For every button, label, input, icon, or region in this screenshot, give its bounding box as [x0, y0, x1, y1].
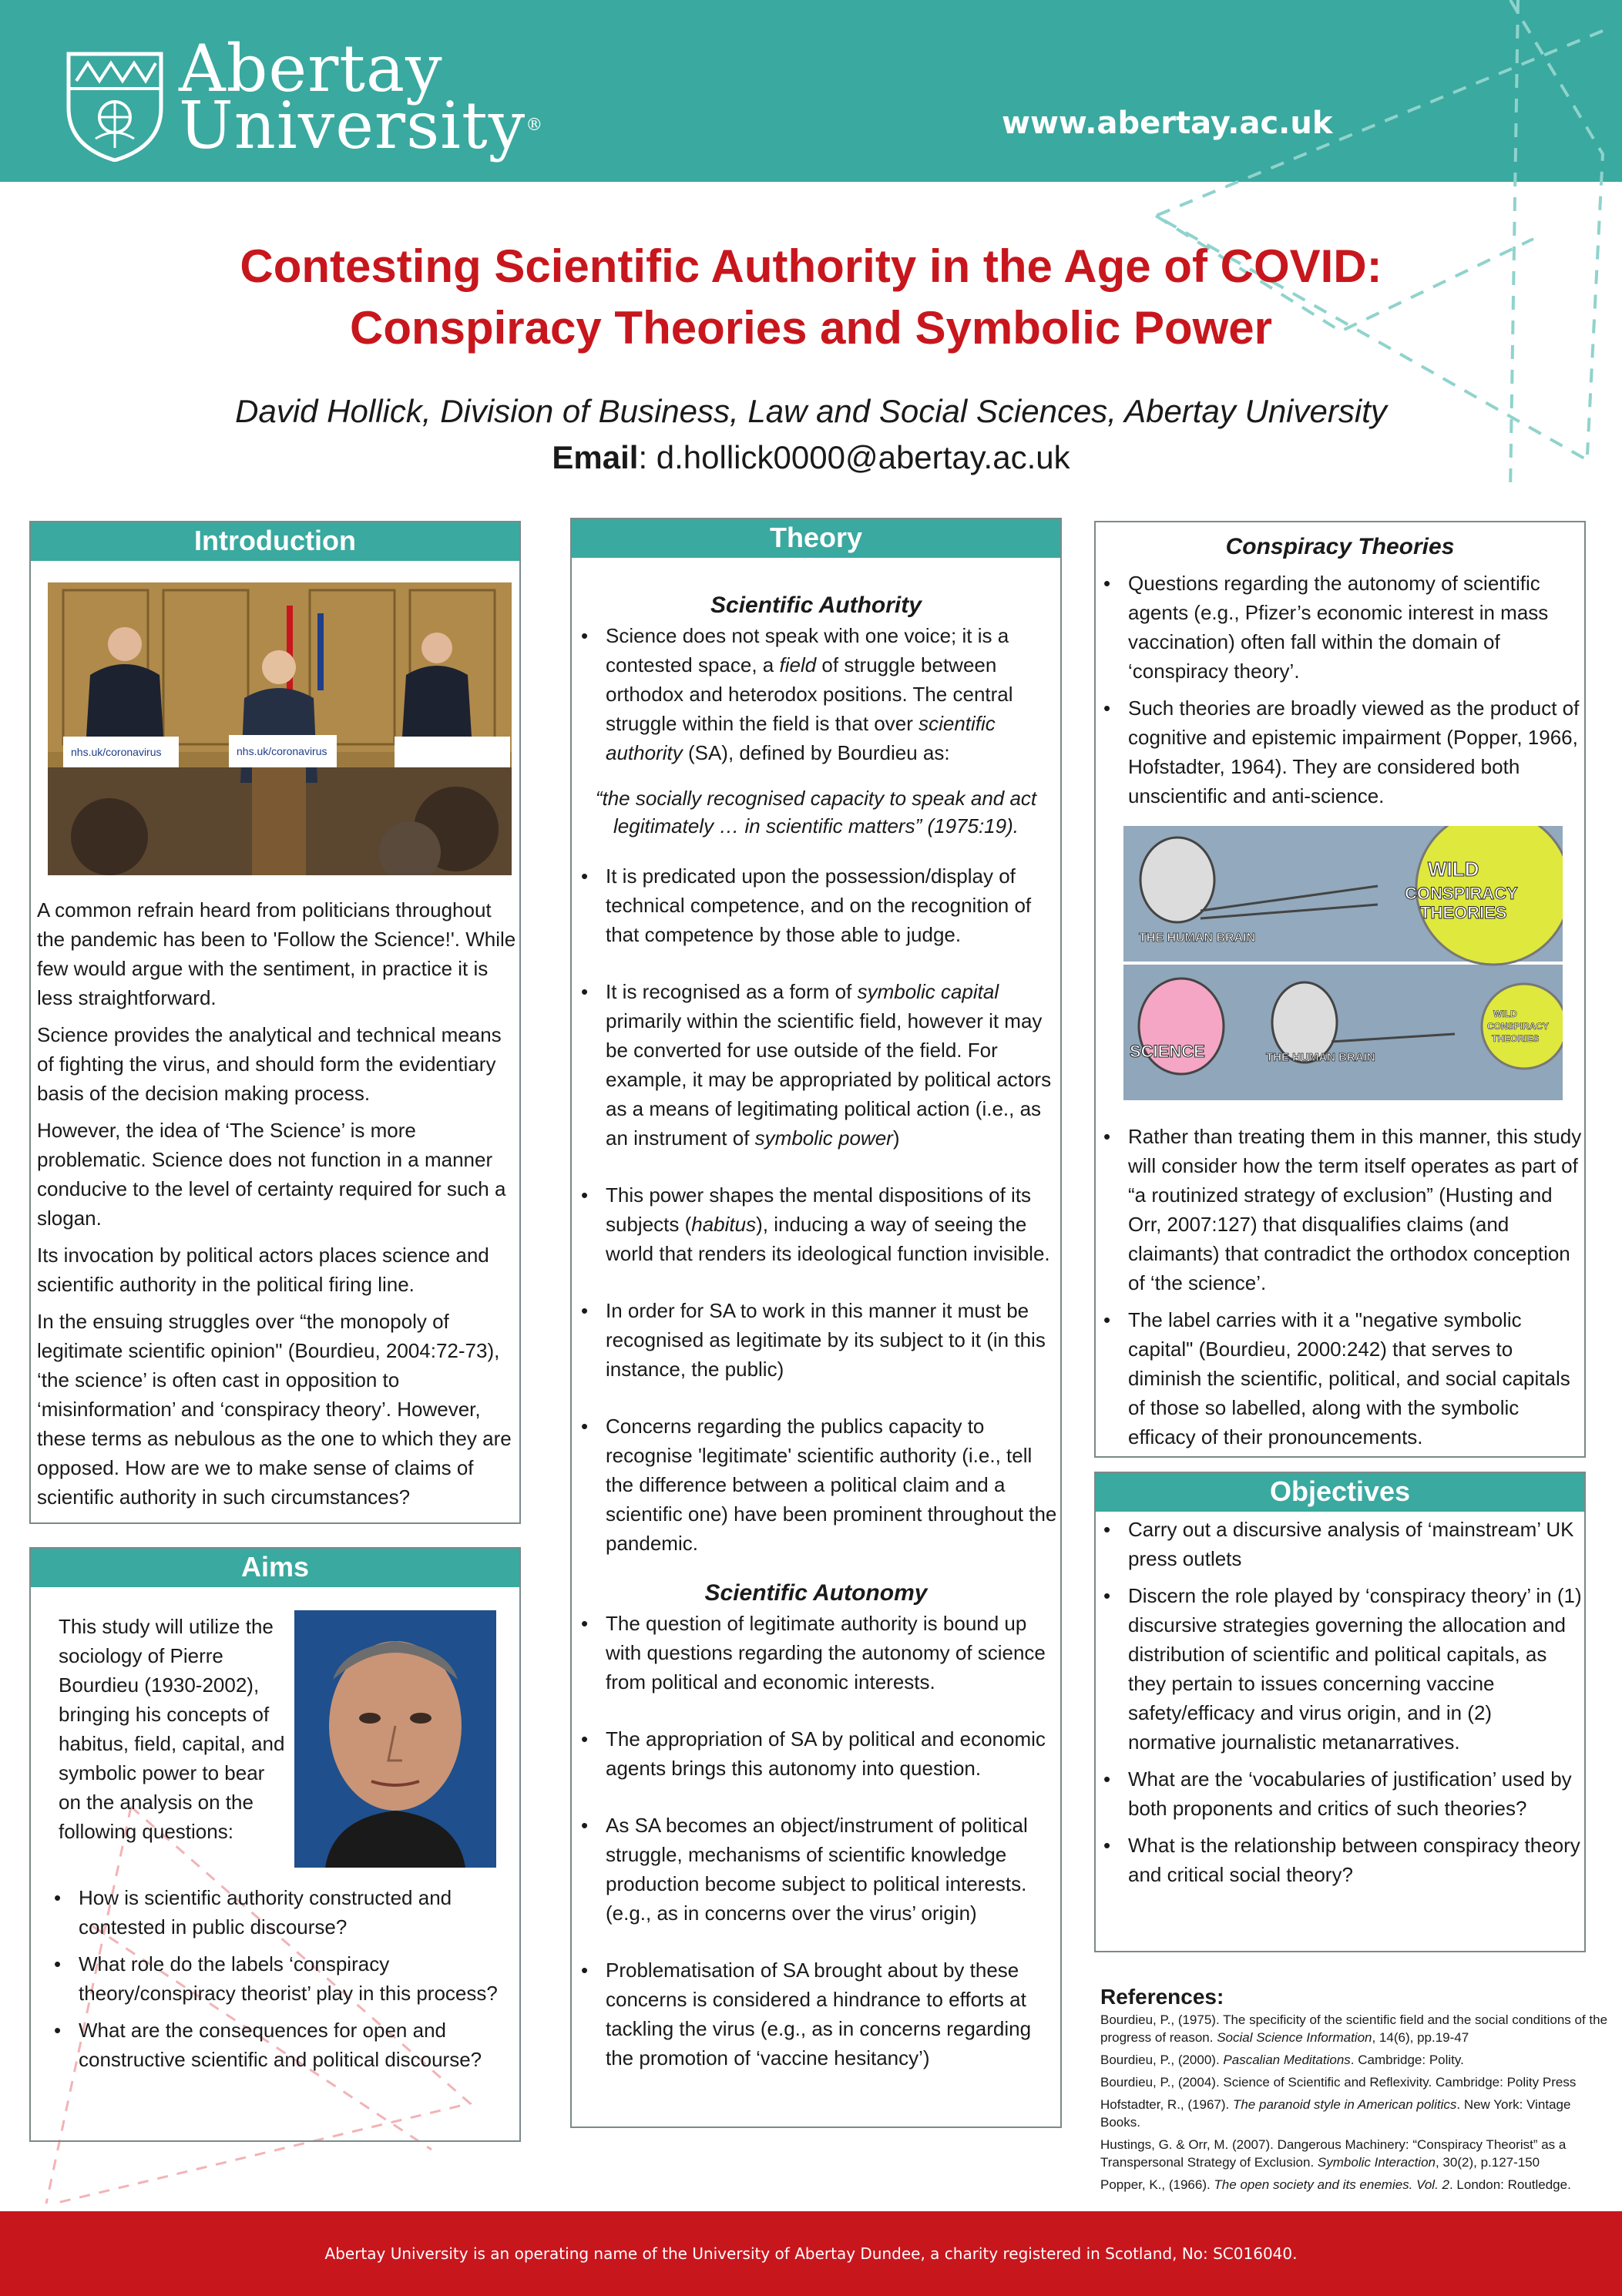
authority-bullet-1: • Science does not speak with one voice; it is a contested space, a field of struggle between orthodox and heterodox positions. The central struggle within the field is that over scientific authority (SA), defined by Bourdieu as: — [573, 621, 1059, 767]
reference-6: Popper, K., (1966). The open society and its enemies. Vol. 2. London: Routledge. — [1100, 2177, 1571, 2192]
objective-1: • Carry out a discursive analysis of ‘mainstream’ UK press outlets — [1096, 1515, 1584, 1573]
email-label: Email — [552, 439, 639, 475]
conspiracy-bullet-1: • Questions regarding the autonomy of scientific agents (e.g., Pfizer’s economic interest in mass vaccination) often fall within the domain of ‘conspiracy theory’. — [1096, 569, 1584, 686]
header-band — [0, 0, 1622, 182]
authority-bullets-b — [573, 861, 1059, 1558]
introduction-body — [37, 895, 518, 1519]
objective-4: • What is the relationship between conspiracy theory and critical social theory? — [1096, 1831, 1584, 1889]
svg-text:THE HUMAN BRAIN: THE HUMAN BRAIN — [1139, 931, 1256, 945]
autonomy-bullet-1: • The question of legitimate authority is bound up with questions regarding the autonomy of science from political and economic interests. — [573, 1609, 1059, 1697]
svg-text:CONSPIRACY: CONSPIRACY — [1405, 884, 1518, 903]
logo-line-1: Abertay — [179, 31, 443, 106]
authority-bullets-a — [573, 621, 1059, 767]
aims-panel — [29, 1547, 521, 2142]
svg-text:CONSPIRACY: CONSPIRACY — [1487, 1021, 1550, 1032]
scientific-autonomy-subheading: Scientific Autonomy — [704, 1580, 928, 1606]
aims-question-list — [46, 1883, 509, 2074]
brain-meme-image — [1123, 826, 1563, 1100]
intro-paragraph-5: In the ensuing struggles over “the monopoly of legitimate scientific opinion" (Bourdieu, 2004:72-73), ‘the science’ is often cast in opposition to ‘misinformation’ and ‘conspiracy theory’. However, these terms as nebulous as the one to which they are opposed. How are we to make sense of claims of scientific authority in such circumstances? — [37, 1310, 512, 1509]
title-line-1: Contesting Scientific Authority in the Age of COVID: — [240, 240, 1382, 292]
conspiracy-bullet-3: • Rather than treating them in this manner, this study will consider how the term itself operates as part of “a routinized strategy of exclusion” (Husting and Orr, 2007:127) that disqualifies claims (and claimants) that contradict the orthodox conception of ‘the science’. — [1096, 1122, 1584, 1297]
references-heading: References: — [1100, 1985, 1224, 2009]
svg-text:THE HUMAN BRAIN: THE HUMAN BRAIN — [1266, 1051, 1375, 1064]
aims-question-2: • What role do the labels ‘conspiracy theory/conspiracy theorist’ play in this process? — [46, 1949, 509, 2008]
reference-1: Bourdieu, P., (1975). The specificity of the scientific field and the social conditions of the progress of reason. Social Science Information, 14(6), pp.19-47 — [1100, 2012, 1608, 2045]
author-affiliation: David Hollick, Division of Business, Law and Social Sciences, Abertay University — [235, 393, 1387, 429]
reference-4: Hofstadter, R., (1967). The paranoid style in American politics. New York: Vintage Books. — [1100, 2097, 1571, 2130]
intro-paragraph-2: Science provides the analytical and technical means of fighting the virus, and should form the evidentiary basis of the decision making process. — [37, 1023, 502, 1105]
conspiracy-heading: Conspiracy Theories — [1225, 534, 1455, 559]
registered-mark: ® — [526, 116, 544, 135]
autonomy-bullet-3: • As SA becomes an object/instrument of political struggle, mechanisms of scientific knowledge production become subject to political interests. (e.g., as in concerns over the virus’ origin) — [573, 1811, 1059, 1928]
footer-band: Abertay University is an operating name of the University of Abertay Dundee, a charity registered in Scotland, No: SC016040. — [0, 2211, 1622, 2296]
title-line-2: Conspiracy Theories and Symbolic Power — [349, 302, 1272, 354]
briefing-photo — [48, 582, 512, 875]
conspiracy-bullets-b — [1096, 1122, 1584, 1452]
autonomy-bullet-2: • The appropriation of SA by political and economic agents brings this autonomy into question. — [573, 1724, 1059, 1783]
logo-line-2: University — [179, 88, 526, 163]
bourdieu-quote: “the socially recognised capacity to speak and act legitimately … in scientific matters” (1975:19). — [595, 787, 1037, 838]
references-section — [1100, 1983, 1609, 2198]
autonomy-bullets — [573, 1609, 1059, 2073]
objective-3: • What are the ‘vocabularies of justification’ used by both proponents and critics of such theories? — [1096, 1764, 1584, 1823]
photo-sign-center: nhs.uk/coronavirus — [237, 745, 327, 757]
svg-text:THEORIES: THEORIES — [1420, 903, 1507, 922]
reference-3: Bourdieu, P., (2004). Science of Scientific and Reflexivity. Cambridge: Polity Press — [1100, 2075, 1577, 2090]
photo-sign-left: nhs.uk/coronavirus — [71, 746, 162, 758]
authority-bullet-3: • It is recognised as a form of symbolic capital primarily within the scientific field, however it may be converted for use outside of the field. For example, it may be appropriated by political actors as a means of legitimating political action (i.e., as an instrument of symbolic power) — [573, 977, 1059, 1153]
objectives-panel — [1094, 1472, 1586, 1952]
objective-2: • Discern the role played by ‘conspiracy theory’ in (1) discursive strategies governing the allocation and distribution of scientific and political capitals, as they pertain to issues concerning vaccine safety/efficacy and virus origin, and in (2) normative journalistic metanarratives. — [1096, 1581, 1584, 1757]
objectives-list — [1096, 1515, 1584, 1889]
svg-text:SCIENCE: SCIENCE — [1130, 1042, 1205, 1061]
abertay-logo[interactable] — [65, 31, 544, 171]
conspiracy-bullet-2: • Such theories are broadly viewed as the product of cognitive and epistemic impairment (Popper, 1966, Hofstadter, 1964). They are considered both unscientific and anti-science. — [1096, 693, 1584, 811]
conspiracy-bullet-4: • The label carries with it a "negative symbolic capital" (Bourdieu, 2000:242) that serves to diminish the scientific, political, and social capitals of those so labelled, along with the symbolic efficacy of their pronouncements. — [1096, 1305, 1584, 1452]
authority-bullet-5: • In order for SA to work in this manner it must be recognised as legitimate by its subject to it (in this instance, the public) — [573, 1296, 1059, 1384]
autonomy-bullet-4: • Problematisation of SA brought about by these concerns is considered a hindrance to efforts at tackling the virus (e.g., as in concerns regarding the promotion of ‘vaccine hesitancy’) — [573, 1955, 1059, 2073]
authority-bullet-6: • Concerns regarding the publics capacity to recognise 'legitimate' scientific authority (i.e., tell the difference between a political claim and a scientific one) have been prominent throughout the pandemic. — [573, 1412, 1059, 1558]
bourdieu-portrait — [294, 1610, 496, 1868]
email-address[interactable]: : d.hollick0000@abertay.ac.uk — [638, 439, 1070, 475]
intro-paragraph-1: A common refrain heard from politicians throughout the pandemic has been to 'Follow the Science!'. While few would argue with the sentiment, in practice it is less straightforward. — [37, 898, 516, 1009]
svg-text:WILD: WILD — [1493, 1009, 1517, 1019]
theory-heading: Theory — [572, 519, 1060, 558]
intro-paragraph-4: Its invocation by political actors places science and scientific authority in the political firing line. — [37, 1244, 489, 1296]
logo-wordmark — [179, 31, 544, 163]
svg-text:WILD: WILD — [1428, 858, 1479, 881]
objectives-heading: Objectives — [1096, 1473, 1584, 1512]
author-email — [0, 435, 1622, 481]
aims-question-1: • How is scientific authority constructed and contested in public discourse? — [46, 1883, 509, 1942]
reference-5: Hustings, G. & Orr, M. (2007). Dangerous Machinery: “Conspiracy Theorist” as a Transpersonal Strategy of Exclusion. Symbolic Interaction, 30(2), p.127-150 — [1100, 2137, 1567, 2170]
university-crest-icon — [65, 46, 165, 162]
intro-paragraph-3: However, the idea of ‘The Science’ is more problematic. Science does not function in a manner conducive to the level of certainty required for such a slogan. — [37, 1119, 506, 1230]
introduction-panel — [29, 521, 521, 1524]
aims-heading: Aims — [31, 1549, 519, 1587]
reference-2: Bourdieu, P., (2000). Pascalian Meditations. Cambridge: Polity. — [1100, 2053, 1464, 2067]
introduction-heading: Introduction — [31, 522, 519, 561]
theory-panel — [570, 518, 1062, 2128]
conspiracy-bullets-a — [1096, 569, 1584, 811]
website-link[interactable]: www.abertay.ac.uk — [1002, 106, 1333, 141]
aims-question-3: • What are the consequences for open and constructive scientific and political discourse? — [46, 2016, 509, 2074]
authority-bullet-2: • It is predicated upon the possession/display of technical competence, and on the recognition of that competence by those able to judge. — [573, 861, 1059, 949]
authority-bullet-4: • This power shapes the mental dispositions of its subjects (habitus), inducing a way of seeing the world that renders its ideological function invisible. — [573, 1180, 1059, 1268]
poster-title — [0, 236, 1622, 359]
conspiracy-panel — [1094, 521, 1586, 1458]
svg-text:THEORIES: THEORIES — [1492, 1033, 1540, 1044]
scientific-authority-subheading: Scientific Authority — [710, 592, 922, 618]
aims-intro: This study will utilize the sociology of Pierre Bourdieu (1930-2002), bringing his concepts of habitus, field, capital, and symbolic power to bear on the analysis on the following questions: — [59, 1615, 285, 1843]
theory-body — [573, 590, 1059, 2073]
